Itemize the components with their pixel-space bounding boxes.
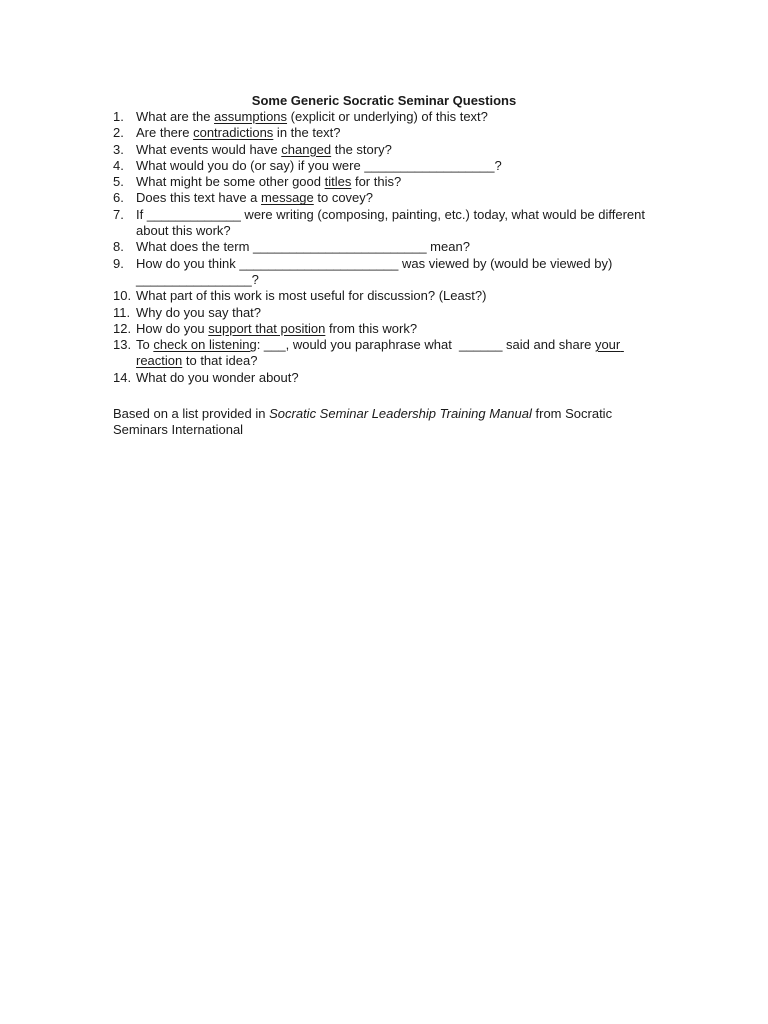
- question-item: [113, 174, 658, 190]
- question-number: 6.: [113, 190, 124, 206]
- question-text-segment: the story?: [331, 141, 392, 157]
- question-text: [136, 190, 658, 206]
- question-text-segment: : ___, would you paraphrase what ______ said and share: [256, 337, 595, 353]
- question-item: [113, 337, 658, 370]
- underlined-term: your reaction: [136, 337, 624, 369]
- question-number: 4.: [113, 157, 124, 173]
- question-item: [113, 158, 658, 174]
- question-text: [136, 256, 658, 289]
- question-text: [136, 125, 658, 141]
- question-text-segment: What would you do (or say) if you were __________________?: [136, 157, 502, 173]
- question-number: 14.: [113, 369, 132, 385]
- question-number: 3.: [113, 141, 124, 157]
- question-text-segment: What does the term ________________________ mean?: [136, 239, 470, 255]
- question-text: [136, 109, 658, 125]
- question-item: [113, 239, 658, 255]
- question-text-segment: What do you wonder about?: [136, 369, 299, 385]
- source-note-prefix: Based on a list provided in: [113, 406, 270, 421]
- underlined-term: assumptions: [214, 109, 288, 124]
- question-text-segment: What events would have: [136, 141, 282, 157]
- question-text-segment: Are there: [136, 125, 194, 141]
- question-number: 5.: [113, 174, 124, 190]
- question-text: [136, 158, 658, 174]
- question-number: 7.: [113, 206, 124, 222]
- question-item: [113, 207, 658, 240]
- question-text-segment: What part of this work is most useful for discussion? (Least?): [136, 288, 487, 304]
- question-item: [113, 370, 658, 386]
- question-text-segment: How do you: [136, 320, 209, 336]
- question-number: 13.: [113, 337, 132, 353]
- question-text-segment: to covey?: [313, 190, 374, 206]
- question-number: 10.: [113, 288, 132, 304]
- question-number: 9.: [113, 255, 124, 271]
- question-text: [136, 174, 658, 190]
- question-text-segment: for this?: [351, 174, 402, 190]
- question-item: [113, 288, 658, 304]
- question-text: [136, 288, 658, 304]
- question-text-segment: How do you think ______________________ was viewed by (would be viewed by) ________________?: [136, 255, 616, 287]
- question-text-segment: Does this text have a: [136, 190, 262, 206]
- underlined-term: contradictions: [193, 125, 274, 141]
- source-note: [113, 406, 658, 439]
- question-number: 12.: [113, 320, 132, 336]
- question-list: [113, 109, 658, 386]
- manual-title: Socratic Seminar Leadership Training Manual: [269, 406, 532, 421]
- question-number: 8.: [113, 239, 124, 255]
- question-text: [136, 337, 658, 370]
- underlined-term: message: [261, 190, 314, 206]
- question-item: [113, 190, 658, 206]
- document-title: Some Generic Socratic Seminar Questions: [251, 93, 517, 108]
- question-item: [113, 256, 658, 289]
- question-text-segment: What might be some other good: [136, 174, 325, 190]
- question-text-segment: to that idea?: [182, 353, 258, 369]
- question-item: [113, 125, 658, 141]
- underlined-term: titles: [324, 174, 352, 190]
- question-text-segment: If _____________ were writing (composing, painting, etc.) today, what would be different about this work?: [136, 206, 649, 239]
- question-item: [113, 321, 658, 337]
- underlined-term: support that position: [208, 320, 326, 336]
- question-text: [136, 370, 658, 386]
- question-number: 11.: [113, 304, 131, 320]
- underlined-term: check on listening: [153, 337, 257, 353]
- question-number: 1.: [113, 109, 124, 124]
- question-text-segment: from this work?: [325, 320, 418, 336]
- question-text-segment: What are the: [136, 109, 215, 124]
- question-item: [113, 305, 658, 321]
- question-text: [136, 321, 658, 337]
- question-text: [136, 305, 658, 321]
- question-text-segment: To: [136, 337, 154, 353]
- question-item: [113, 109, 658, 125]
- question-number: 2.: [113, 125, 124, 141]
- question-item: [113, 142, 658, 158]
- question-text-segment: in the text?: [273, 125, 341, 141]
- underlined-term: changed: [281, 141, 332, 157]
- question-text-segment: (explicit or underlying) of this text?: [287, 109, 488, 124]
- question-text: [136, 142, 658, 158]
- question-text: [136, 239, 658, 255]
- question-text: [136, 207, 658, 240]
- source-note-suffix: from Socratic Seminars International: [113, 406, 613, 438]
- question-text-segment: Why do you say that?: [136, 304, 262, 320]
